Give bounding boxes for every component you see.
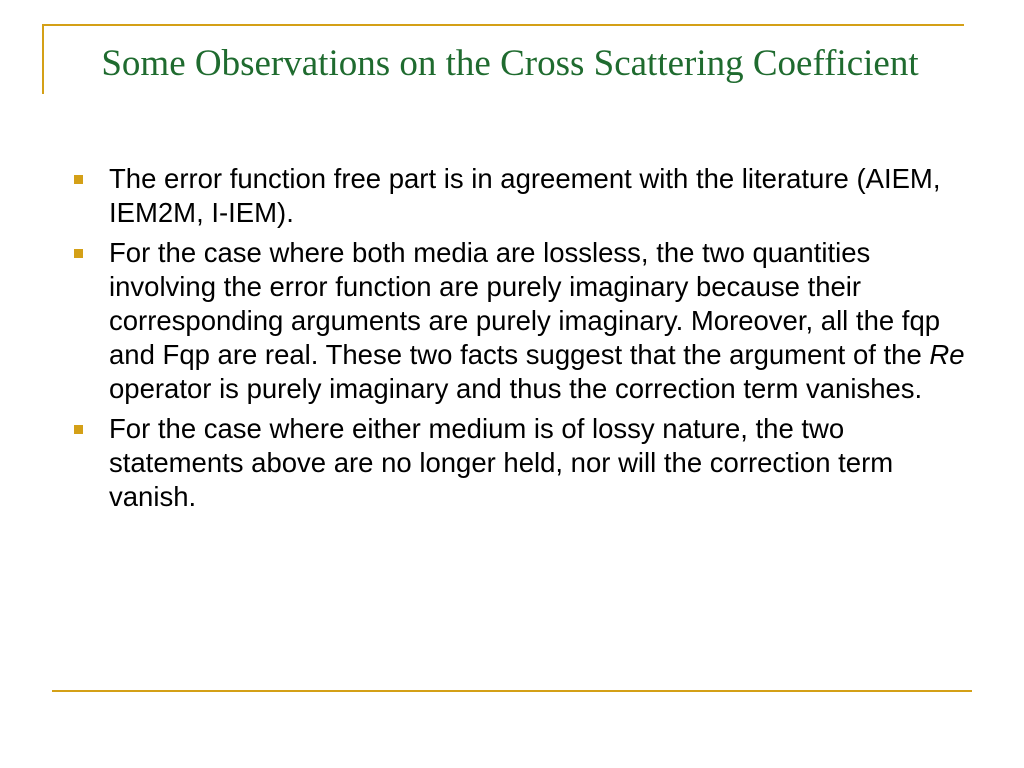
- frame-top-rule: [42, 24, 964, 26]
- frame-bottom-rule: [52, 690, 972, 692]
- bullet-item: [72, 162, 972, 230]
- bullet-list: [72, 162, 972, 520]
- bullet-text-after: operator is purely imaginary and thus the correction term vanishes.: [109, 373, 923, 404]
- bullet-item: [72, 412, 972, 514]
- frame-left-rule: [42, 24, 44, 94]
- bullet-text-before: For the case where both media are lossless, the two quantities involving the error function are purely imaginary because their corresponding arguments are purely imaginary. Moreover, all the fqp and Fqp are real. These two facts suggest that the argument of the: [109, 237, 941, 370]
- bullet-text: The error function free part is in agreement with the literature (AIEM, IEM2M, I-IEM).: [109, 163, 941, 228]
- bullet-text-italic: Re: [929, 339, 965, 370]
- slide-title: Some Observations on the Cross Scattering Coefficient: [101, 43, 919, 84]
- square-bullet-icon: [74, 175, 83, 184]
- square-bullet-icon: [74, 425, 83, 434]
- square-bullet-icon: [74, 249, 83, 258]
- bullet-text: For the case where either medium is of lossy nature, the two statements above are no longer held, nor will the correction term vanish.: [109, 413, 894, 512]
- bullet-item: [72, 236, 972, 406]
